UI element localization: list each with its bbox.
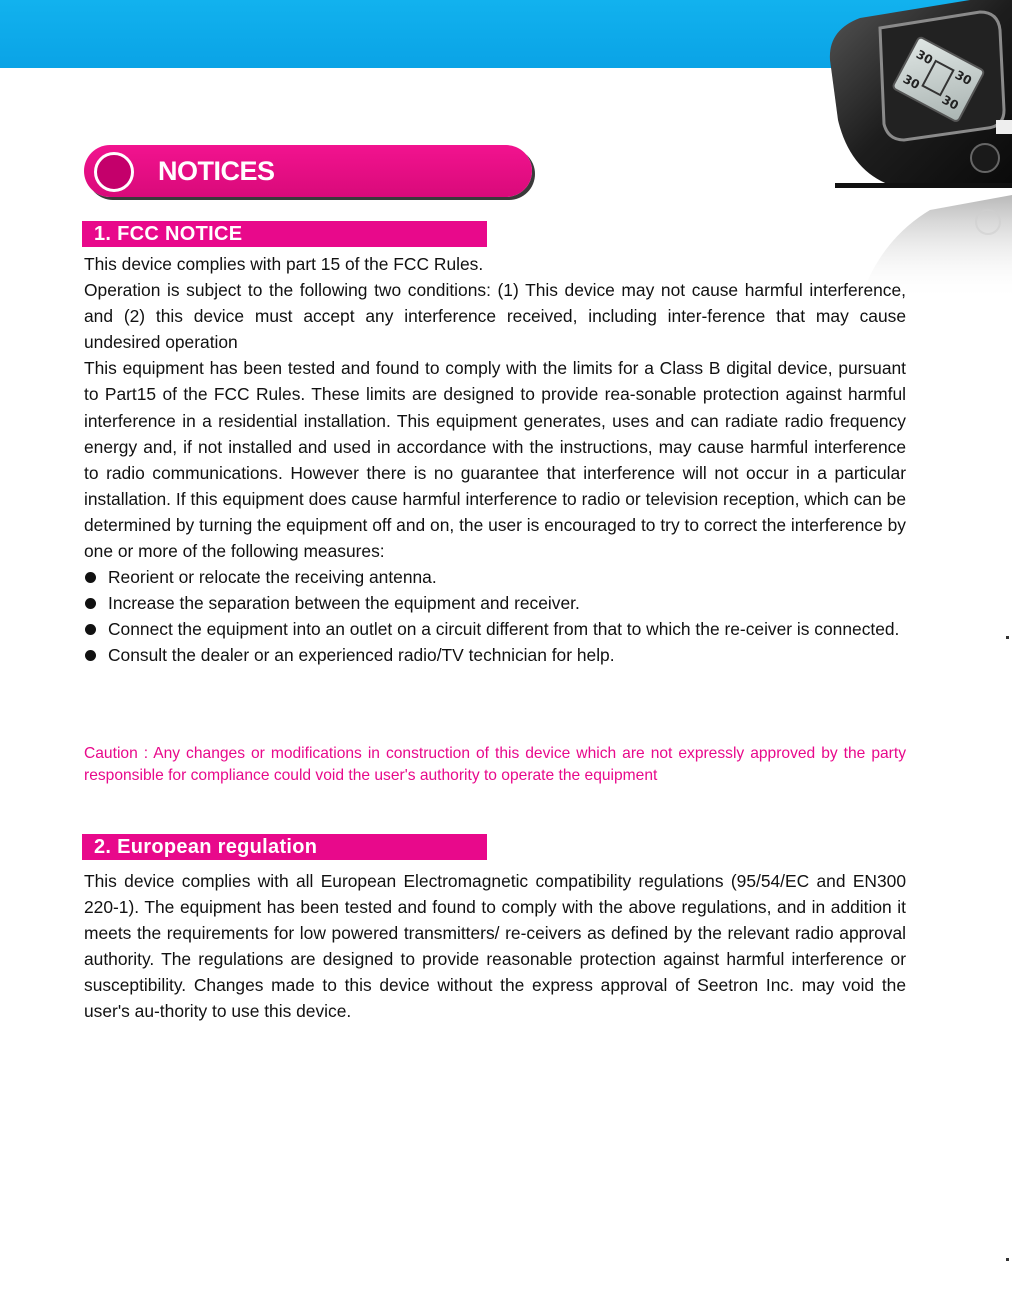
screen-digit: 30 [939, 92, 961, 113]
fcc-paragraph: This equipment has been tested and found to comply with the limits for a Class B digital device, pursuant to Part15 of the FCC Rules. These limits are designed to provide rea-sonable protection against harmful interference in a residential installation. This equipment generates, uses and can radiate radio frequency energy and, if not installed and used in accordance with the instructions, may cause harmful interference to radio communications. However there is no guarantee that interference will not occur in a particular installation. If this equipment does cause harmful interference to radio or television reception, which can be determined by turning the equipment off and on, the user is encouraged to try to correct the interference by one or more of the following measures: [84, 358, 906, 562]
fcc-paragraph: This device complies with part 15 of the FCC Rules. [84, 254, 484, 274]
fcc-notice-body [84, 251, 906, 669]
list-item: Reorient or relocate the receiving antenna. [84, 564, 906, 590]
fcc-measures-list [84, 564, 906, 668]
screen-digit: 30 [913, 47, 936, 68]
fcc-notice-heading: 1. FCC NOTICE [82, 221, 487, 247]
european-paragraph: This device complies with all European Electromagnetic compatibility regulations (95/54/EC and EN300 220-1). The equipment has been tested and found to comply with the above regulations, and in addition it meets the requirements for low powered transmitters/ re-ceivers as defined by the relevant radio approval authority. The regulations are designed to provide reasonable protection against harmful interference or susceptibility. Changes made to this device without the express approval of Seetron Inc. may void the user's au-thority to use this device. [84, 871, 906, 1022]
list-item: Connect the equipment into an outlet on a circuit different from that to which the re-ceiver is connected. [84, 616, 906, 642]
notices-title: NOTICES [158, 156, 275, 186]
european-regulation-body [84, 868, 906, 1025]
caution-note: Caution : Any changes or modifications in construction of this device which are not expressly approved by the party responsible for compliance could void the user's authority to operate the equipment [84, 745, 906, 784]
fcc-paragraph: Operation is subject to the following two conditions: (1) This device may not cause harmful interference, and (2) this device must accept any interference received, including inter-ference that may cause undesired operation [84, 280, 906, 353]
list-item: Consult the dealer or an experienced radio/TV technician for help. [84, 642, 906, 668]
circle-icon [94, 152, 134, 192]
european-regulation-heading: 2. European regulation [82, 834, 487, 860]
screen-digit: 30 [900, 71, 923, 93]
screen-digit: 30 [952, 67, 975, 88]
edge-mark [1006, 1258, 1009, 1261]
edge-mark [1006, 636, 1009, 639]
list-item: Increase the separation between the equipment and receiver. [84, 590, 906, 616]
notices-banner [84, 145, 532, 197]
